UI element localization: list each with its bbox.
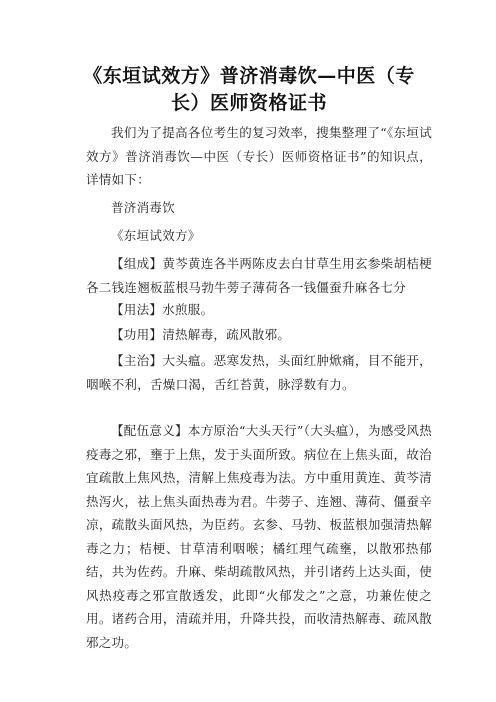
composition-paragraph: 【组成】黄芩黄连各半两陈皮去白甘草生用玄参柴胡桔梗各二钱连翘板蓝根马勃牛蒡子薄荷各一钱僵蚕升麻各七分 [86, 256, 432, 295]
usage-paragraph: 【用法】水煎服。 [111, 302, 214, 317]
document-title-line-1: 《东垣试效方》普济消毒饮—中医（专 [83, 65, 415, 87]
function-paragraph: 【功用】清热解毒，疏风散邪。 [111, 327, 291, 342]
document-title-line-2: 长）医师资格证书 [170, 92, 327, 114]
formula-source: 《东垣试效方》 [111, 228, 201, 243]
compatibility-paragraph: 【配伍意义】本方原治“大头天行”（大头瘟），为感受风热疫毒之邪，壅于上焦，发于头面所致。病位在上焦头面，故治宜疏散上焦风热，清解上焦疫毒为法。方中重用黄连、黄芩清热泻火，祛上焦头面热毒为君。牛蒡子、连翘、薄荷、僵蚕辛凉，疏散头面风热，为臣药。玄参、马勃、板蓝根加强清热解毒之力；桔梗、甘草清利咽喉；橘红理气疏壅，以散邪热郁结，共为佐药。升麻、柴胡疏散风热，并引诸药上达头面，使风热疫毒之邪宣散透发，此即“火郁发之”之意，功兼佐使之用。诸药合用，清疏并用，升降共投，而收清热解毒、疏风散邪之功。 [86, 423, 432, 650]
formula-name: 普济消毒饮 [111, 200, 176, 215]
indication-paragraph: 【主治】大头瘟。恶寒发热，头面红肿焮痛，目不能开，咽喉不利，舌燥口渴，舌红苔黄，脉浮数有力。 [86, 353, 432, 392]
intro-paragraph: 我们为了提高各位考生的复习效率，搜集整理了“《东垣试效方》普济消毒饮—中医（专长）医师资格证书”的知识点，详情如下： [86, 125, 432, 187]
